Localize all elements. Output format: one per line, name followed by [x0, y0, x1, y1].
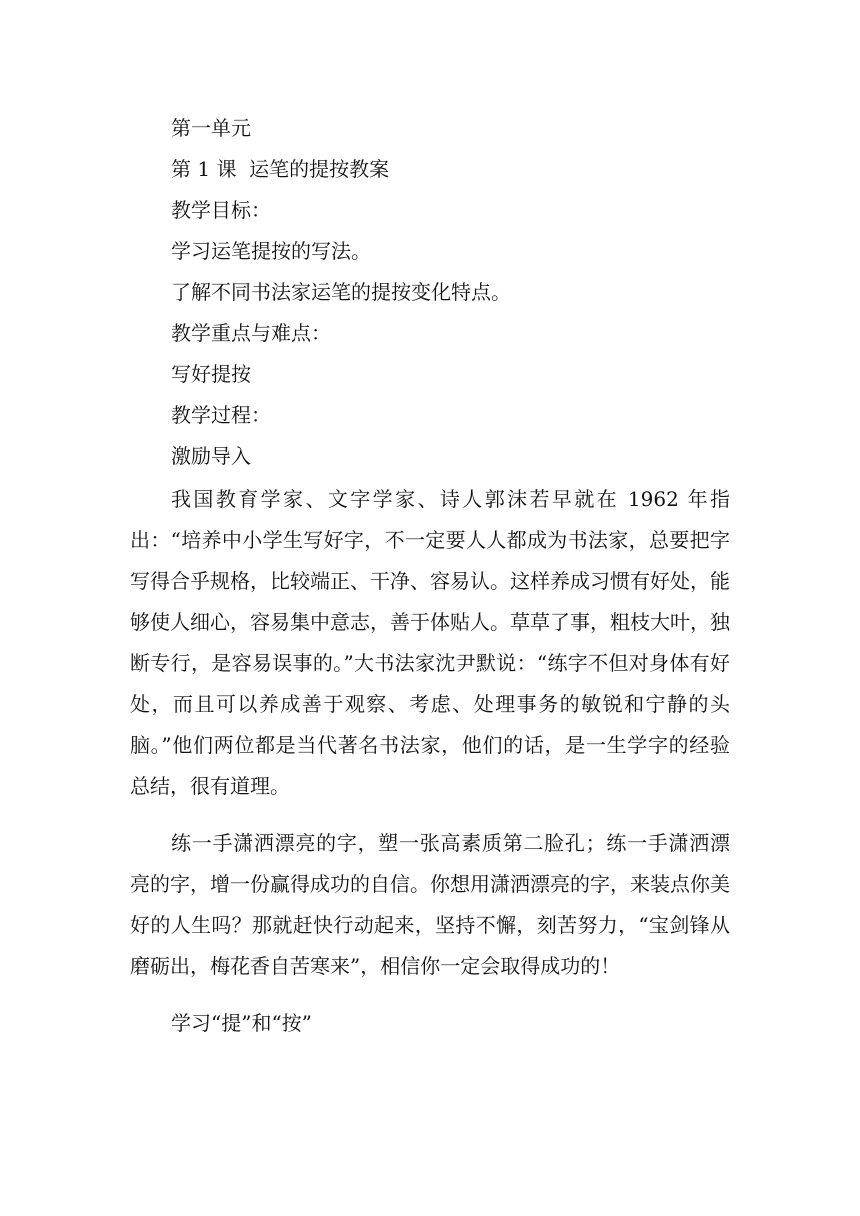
key-point-item: 写好提按: [171, 362, 251, 386]
unit-heading: 第一单元: [171, 116, 251, 140]
key-points-heading: 教学重点与难点：: [171, 321, 331, 345]
section-heading: 学习“提”和“按”: [171, 1011, 312, 1035]
goal-item: 学习运笔提按的写法。: [171, 239, 371, 263]
body-paragraph: 我国教育学家、文字学家、诗人郭沫若早就在 1962 年指出：“培养中小学生写好字，不一定要人人都成为书法家，总要把字写得合乎规格，比较端正、干净、容易认。这样养成习惯有好处，能够使人细心，容易集中意志，善于体贴人。草草了事，粗枝大叶，独断专行，是容易误事的。”大书法家沈尹默说：“练字不但对身体有好处，而且可以养成善于观察、考虑、处理事务的敏锐和宁静的头脑。”他们两位都是当代著名书法家，他们的话，是一生学字的经验总结，很有道理。: [130, 487, 730, 798]
intro-heading: 激励导入: [171, 444, 251, 468]
body-paragraph: 练一手潇洒漂亮的字，塑一张高素质第二脸孔；练一手潇洒漂亮的字，增一份赢得成功的自信。你想用潇洒漂亮的字，来装点你美好的人生吗？那就赶快行动起来，坚持不懈，刻苦努力，“宝剑锋从磨砺出，梅花香自苦寒来”，相信你一定会取得成功的！: [130, 831, 730, 978]
document-page: [130, 108, 730, 1044]
process-heading: 教学过程：: [171, 403, 271, 427]
lesson-title: 第 1 课 运笔的提按教案: [171, 157, 390, 181]
goal-item: 了解不同书法家运笔的提按变化特点。: [171, 280, 511, 304]
goals-heading: 教学目标：: [171, 198, 271, 222]
